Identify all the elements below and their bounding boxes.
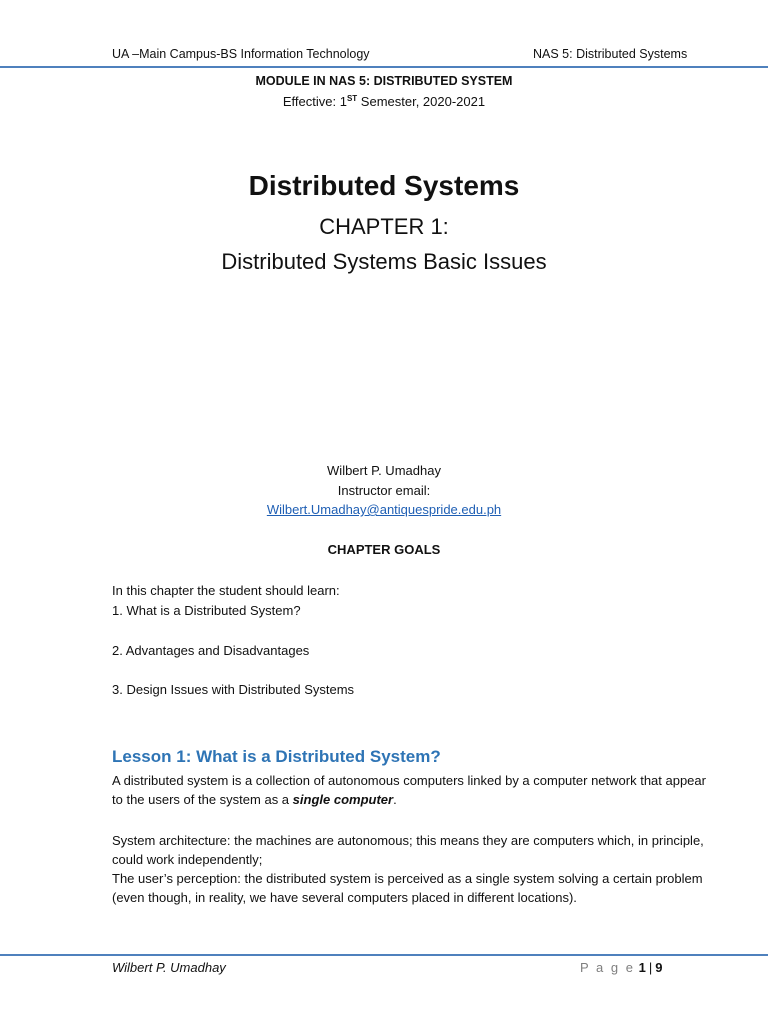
effective-line — [0, 94, 768, 109]
document-title: Distributed Systems — [248, 170, 520, 201]
paragraph-text: A distributed system is a collection of autonomous computers linked by a computer network that appear to the users of the system as a — [112, 773, 706, 807]
goal-item: 2. Advantages and Disadvantages — [112, 643, 310, 658]
goals-intro: In this chapter the student should learn: — [112, 583, 340, 598]
lesson-paragraph-perception: The user’s perception: the distributed system is perceived as a single system solving a certain problem (even though, in reality, we have several computers placed in different locations). — [112, 871, 703, 905]
goal-item: 3. Design Issues with Distributed Systems — [112, 682, 355, 697]
page-separator: | — [648, 960, 653, 975]
effective-suffix: Semester, 2020-2021 — [357, 94, 486, 109]
page-number: 1 — [638, 960, 646, 975]
chapter-subtitle: Distributed Systems Basic Issues — [221, 249, 547, 274]
footer-author: Wilbert P. Umadhay — [112, 960, 226, 975]
total-pages: 9 — [655, 960, 663, 975]
goal-item: 1. What is a Distributed System? — [112, 603, 301, 618]
module-title: MODULE IN NAS 5: DISTRIBUTED SYSTEM — [255, 74, 513, 88]
chapter-goals-heading: CHAPTER GOALS — [327, 542, 441, 557]
lesson-heading: Lesson 1: What is a Distributed System? — [112, 747, 441, 766]
email-line — [0, 502, 768, 517]
lesson-paragraph-definition — [112, 771, 712, 809]
footer-divider — [0, 954, 768, 956]
email-label: Instructor email: — [337, 483, 431, 498]
page-word: P a g e — [580, 960, 635, 975]
page-indicator — [580, 960, 662, 975]
header-subject: NAS 5: Distributed Systems — [533, 47, 688, 61]
effective-superscript: ST — [346, 94, 358, 103]
header-course: UA –Main Campus-BS Information Technology — [112, 47, 370, 61]
chapter-label: CHAPTER 1: — [319, 214, 449, 239]
lesson-paragraph-architecture: System architecture: the machines are autonomous; this means they are computers which, in principle, could work independently; — [112, 833, 704, 867]
emphasis-text: single computer — [292, 792, 394, 807]
paragraph-text-end: . — [393, 792, 397, 807]
email-link[interactable]: Wilbert.Umadhay@antiquespride.edu.ph — [266, 502, 502, 517]
header-divider — [0, 66, 768, 68]
effective-prefix: Effective: 1 — [282, 94, 347, 109]
author-name: Wilbert P. Umadhay — [327, 463, 441, 478]
